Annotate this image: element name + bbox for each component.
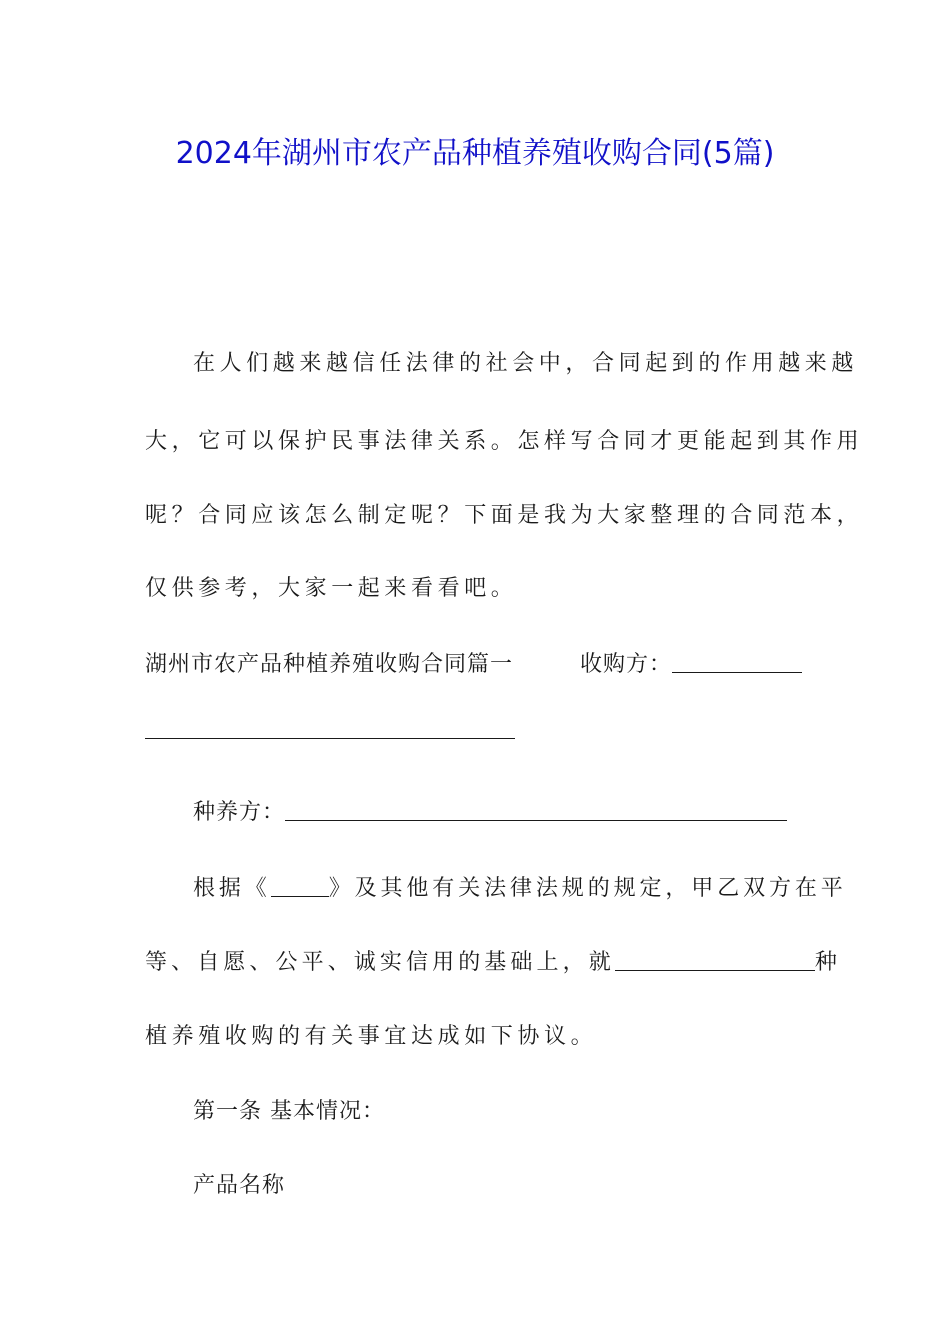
basis-line-2-part-1: 等、自愿、公平、诚实信用的基础上，就 bbox=[145, 950, 615, 975]
article-1-heading: 第一条 基本情况： bbox=[193, 1099, 385, 1124]
buyer-blank-line bbox=[672, 650, 802, 673]
basis-line-2 bbox=[145, 945, 841, 976]
intro-line-3: 呢？合同应该怎么制定呢？下面是我为大家整理的合同范本， bbox=[145, 503, 864, 528]
basis-line-1 bbox=[193, 871, 847, 902]
grower-row bbox=[193, 795, 787, 826]
basis-line-3: 植养殖收购的有关事宜达成如下协议。 bbox=[145, 1024, 598, 1049]
section-heading-row bbox=[145, 647, 513, 678]
buyer-row bbox=[580, 647, 802, 678]
product-name-label: 产品名称 bbox=[193, 1173, 286, 1198]
document-title: 2024年湖州市农产品种植养殖收购合同(5篇) bbox=[175, 136, 775, 171]
basis-part-1: 根据《 bbox=[193, 876, 271, 901]
intro-line-2: 大，它可以保护民事法律关系。怎样写合同才更能起到其作用 bbox=[145, 429, 864, 454]
buyer-label: 收购方： bbox=[580, 652, 673, 677]
basis-line-2-part-2: 种 bbox=[814, 950, 841, 975]
intro-line-4: 仅供参考，大家一起来看看吧。 bbox=[145, 576, 518, 601]
section-heading: 湖州市农产品种植养殖收购合同篇一 bbox=[145, 652, 514, 677]
buyer-blank-continuation bbox=[145, 716, 515, 743]
basis-part-2: 》及其他有关法律法规的规定，甲乙双方在平 bbox=[328, 876, 847, 901]
grower-label: 种养方： bbox=[193, 800, 286, 825]
law-name-blank bbox=[271, 874, 329, 897]
intro-line-1: 在人们越来越信任法律的社会中，合同起到的作用越来越 bbox=[193, 351, 859, 376]
grower-blank-line bbox=[285, 798, 787, 821]
buyer-blank-line-2 bbox=[145, 716, 515, 739]
crop-blank bbox=[615, 948, 815, 971]
